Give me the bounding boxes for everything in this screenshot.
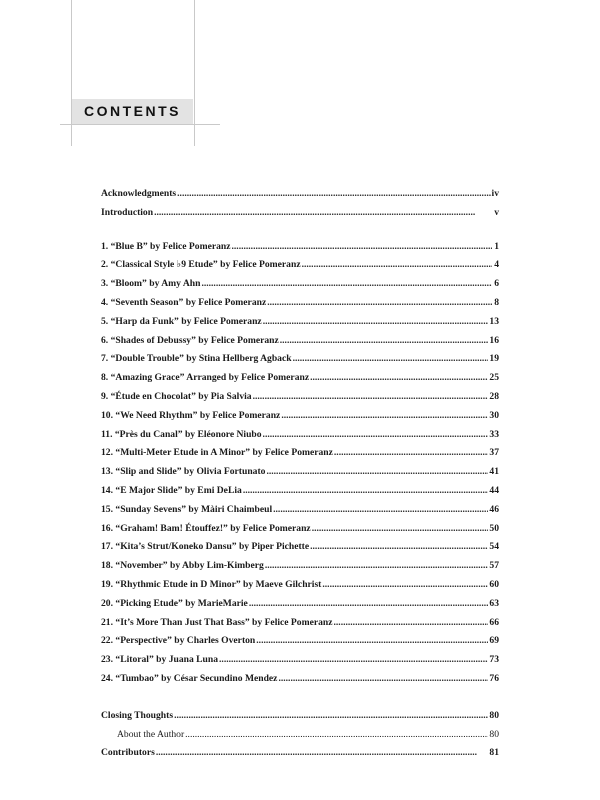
toc-entry-title: 18. “November” by Abby Lim-Kimberg	[101, 560, 264, 572]
toc-entry	[101, 372, 499, 391]
toc-entry-title: Introduction	[101, 206, 154, 218]
toc-entry-title: 1. “Blue B” by Felice Pomeranz	[101, 240, 231, 252]
toc-entry	[101, 316, 499, 335]
toc-entry	[101, 278, 499, 297]
dot-leader	[280, 335, 489, 346]
toc-entry-title: 5. “Harp da Funk” by Felice Pomeranz	[101, 315, 262, 327]
dot-leader	[281, 410, 488, 421]
dot-leader	[185, 729, 488, 740]
toc-entry-page: 13	[489, 315, 499, 327]
dot-leader	[267, 297, 492, 308]
toc-entry-page: 54	[489, 541, 499, 553]
toc-entry	[101, 523, 499, 542]
toc-entry-page: 57	[489, 560, 499, 572]
dot-leader	[265, 560, 489, 571]
toc-entry-page: v	[494, 206, 499, 218]
toc-entry-title: 13. “Slip and Slide” by Olivia Fortunato	[101, 466, 266, 478]
toc-entry-title: 6. “Shades of Debussy” by Felice Pomeranz	[101, 334, 279, 346]
toc-entry-title: 10. “We Need Rhythm” by Felice Pomeranz	[101, 409, 281, 421]
dot-leader	[334, 617, 489, 628]
toc-entry	[101, 541, 499, 560]
toc-entry-page: 41	[489, 466, 499, 478]
toc-entry-title: Closing Thoughts	[101, 709, 174, 721]
toc-entry	[101, 729, 499, 748]
dot-leader	[310, 372, 488, 383]
dot-leader	[278, 673, 488, 684]
toc-entry-title: 16. “Graham! Bam! Étouffez!” by Felice Pomeranz	[101, 522, 311, 534]
toc-entry-page: 50	[489, 522, 499, 534]
dot-leader	[263, 429, 489, 440]
table-of-contents	[101, 188, 499, 766]
toc-entry-title: 9. “Étude en Chocolat” by Pia Salvia	[101, 390, 252, 402]
dot-leader	[312, 523, 489, 534]
toc-entry-page: 76	[489, 672, 499, 684]
toc-entry-page: 69	[489, 635, 499, 647]
toc-entry-page: 30	[489, 409, 499, 421]
dot-leader	[266, 466, 488, 477]
dot-leader	[293, 353, 489, 364]
toc-entry	[101, 747, 499, 766]
toc-entry	[101, 485, 499, 504]
toc-entry	[101, 259, 499, 278]
toc-entry	[101, 504, 499, 523]
dot-leader	[219, 654, 488, 665]
toc-entry-page: 8	[494, 296, 499, 308]
toc-entry-page: 19	[489, 353, 499, 365]
toc-entry	[101, 673, 499, 692]
toc-entry-title: 14. “E Major Slide” by Emi DeLia	[101, 484, 242, 496]
toc-entry-page: 4	[494, 259, 499, 271]
toc-entry	[101, 654, 499, 673]
toc-entry-title: 17. “Kita’s Strut/Koneko Dansu” by Piper Pichette	[101, 541, 310, 553]
toc-entry	[101, 579, 499, 598]
dot-leader	[273, 504, 488, 515]
toc-entry-title: 4. “Seventh Season” by Felice Pomeranz	[101, 296, 267, 308]
toc-entry-page: 6	[494, 278, 499, 290]
toc-entry	[101, 635, 499, 654]
dot-leader	[249, 598, 489, 609]
toc-entry-title: 2. “Classical Style ♭9 Etude” by Felice Pomeranz	[101, 259, 301, 271]
toc-entry-page: 66	[489, 616, 499, 628]
toc-entry	[101, 241, 499, 260]
toc-entry-title: 20. “Picking Etude” by MarieMarie	[101, 597, 248, 609]
dot-leader	[174, 710, 488, 721]
toc-entry-title: 19. “Rhythmic Etude in D Minor” by Maeve Gilchrist	[101, 578, 322, 590]
toc-entry-title: 21. “It’s More Than Just That Bass” by Felice Pomeranz	[101, 616, 333, 628]
toc-entry-title: 11. “Près du Canal” by Eléonore Niubo	[101, 428, 262, 440]
dot-leader	[334, 447, 489, 458]
toc-entry-title: Contributors	[101, 747, 155, 759]
toc-entry	[101, 297, 499, 316]
toc-entry-title: 8. “Amazing Grace” Arranged by Felice Pomeranz	[101, 372, 310, 384]
page-title: CONTENTS	[84, 103, 181, 119]
toc-entry-page: 73	[489, 654, 499, 666]
dot-leader	[310, 541, 488, 552]
toc-entry-page: 28	[489, 390, 499, 402]
dot-leader	[263, 316, 489, 327]
toc-entry-page: 80	[489, 728, 499, 740]
toc-entry	[101, 598, 499, 617]
toc-entry-title: 12. “Multi-Meter Etude in A Minor” by Felice Pomeranz	[101, 447, 333, 459]
toc-entry-page: 80	[489, 709, 499, 721]
toc-entry-title: 15. “Sunday Sevens” by Màiri Chaimbeul	[101, 503, 273, 515]
toc-entry-page: 1	[494, 240, 499, 252]
toc-back-matter	[101, 710, 499, 766]
toc-entry-title: 7. “Double Trouble” by Stina Hellberg Agback	[101, 353, 292, 365]
dot-leader	[253, 391, 489, 402]
toc-entry-page: 60	[489, 578, 499, 590]
toc-entry-title: 3. “Bloom” by Amy Ahn	[101, 278, 201, 290]
toc-entry-page: 46	[489, 503, 499, 515]
toc-entry	[101, 188, 499, 207]
toc-entry-title: About the Author	[117, 728, 185, 740]
dot-leader	[232, 241, 493, 252]
guide-line-top	[60, 124, 220, 125]
dot-leader	[201, 278, 492, 289]
toc-entry	[101, 391, 499, 410]
toc-entry	[101, 447, 499, 466]
dot-leader	[156, 747, 489, 758]
toc-entry	[101, 560, 499, 579]
toc-entry-page: 37	[489, 447, 499, 459]
toc-entry-page: iv	[491, 188, 499, 199]
toc-entry-page: 63	[489, 597, 499, 609]
toc-entry	[101, 429, 499, 448]
dot-leader	[177, 188, 490, 199]
toc-entry	[101, 207, 499, 226]
toc-entry	[101, 335, 499, 354]
dot-leader	[154, 207, 492, 218]
toc-entry	[101, 353, 499, 372]
toc-entry-page: 33	[489, 428, 499, 440]
toc-entry-title: 24. “Tumbao” by César Secundino Mendez	[101, 672, 278, 684]
toc-entry-title: 22. “Perspective” by Charles Overton	[101, 635, 256, 647]
toc-entry-title: 23. “Litoral” by Juana Luna	[101, 654, 219, 666]
dot-leader	[302, 259, 492, 270]
toc-chapters	[101, 241, 499, 692]
toc-entry	[101, 410, 499, 429]
dot-leader	[243, 485, 489, 496]
toc-front-matter	[101, 188, 499, 226]
toc-entry	[101, 466, 499, 485]
dot-leader	[322, 579, 488, 590]
toc-entry	[101, 617, 499, 636]
toc-entry-title: Acknowledgments	[101, 188, 177, 199]
toc-entry-page: 44	[489, 484, 499, 496]
toc-entry	[101, 710, 499, 729]
dot-leader	[256, 635, 488, 646]
toc-entry-page: 16	[489, 334, 499, 346]
toc-entry-page: 81	[489, 747, 499, 759]
toc-entry-page: 25	[489, 372, 499, 384]
